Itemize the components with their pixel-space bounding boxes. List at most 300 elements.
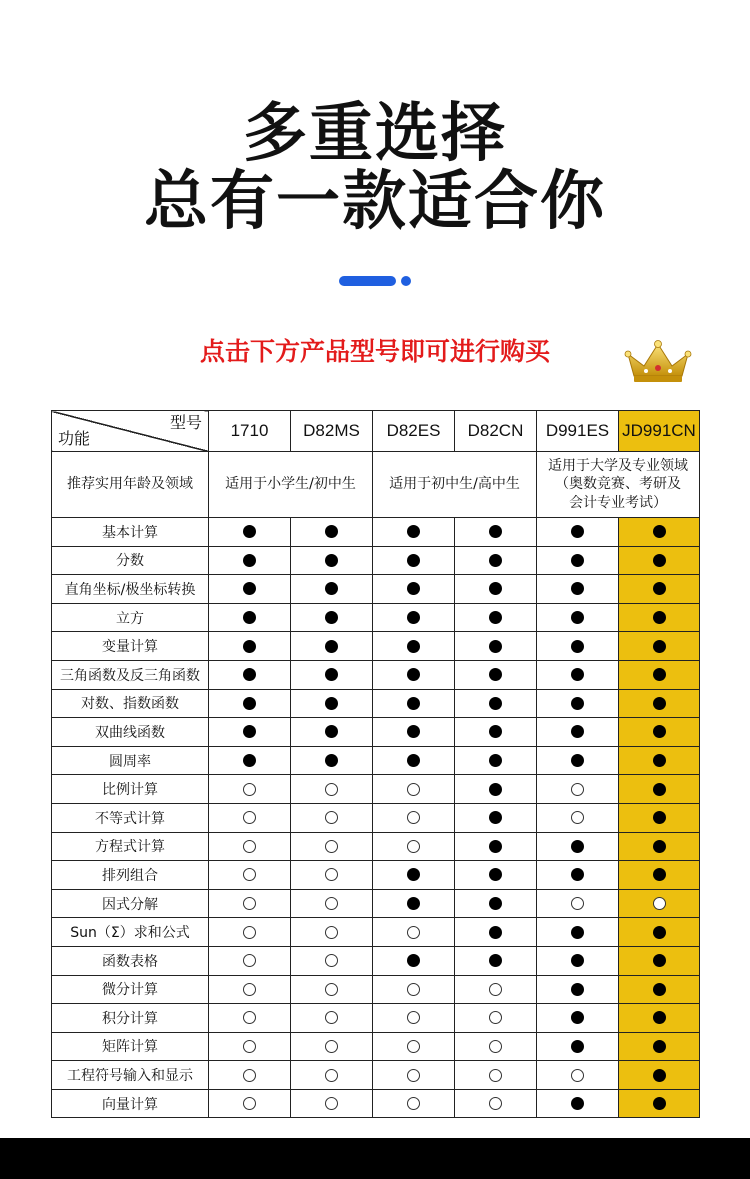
support-cell	[455, 1004, 537, 1033]
support-cell	[619, 946, 700, 975]
support-cell	[209, 718, 291, 747]
unsupported-mark	[571, 783, 584, 796]
support-cell	[619, 660, 700, 689]
supported-mark	[653, 668, 666, 681]
unsupported-mark	[407, 1069, 420, 1082]
supported-mark	[571, 983, 584, 996]
supported-mark	[489, 754, 502, 767]
feature-name: 向量计算	[52, 1089, 209, 1118]
feature-name: 矩阵计算	[52, 1032, 209, 1061]
feature-row	[52, 1004, 700, 1033]
age-group-secondary: 适用于初中生/高中生	[373, 452, 537, 518]
supported-mark	[243, 754, 256, 767]
model-d82es[interactable]: D82ES	[373, 411, 455, 452]
support-cell	[537, 575, 619, 604]
unsupported-mark	[489, 1069, 502, 1082]
unsupported-mark	[243, 840, 256, 853]
supported-mark	[653, 783, 666, 796]
supported-mark	[407, 897, 420, 910]
feature-row	[52, 1089, 700, 1118]
support-cell	[209, 803, 291, 832]
feature-row	[52, 1032, 700, 1061]
supported-mark	[243, 611, 256, 624]
supported-mark	[325, 725, 338, 738]
supported-mark	[489, 525, 502, 538]
support-cell	[537, 975, 619, 1004]
support-cell	[373, 689, 455, 718]
support-cell	[373, 1089, 455, 1118]
support-cell	[619, 575, 700, 604]
unsupported-mark	[325, 840, 338, 853]
supported-mark	[489, 611, 502, 624]
support-cell	[537, 861, 619, 890]
support-cell	[619, 918, 700, 947]
supported-mark	[243, 554, 256, 567]
support-cell	[455, 889, 537, 918]
supported-mark	[407, 554, 420, 567]
support-cell	[373, 1032, 455, 1061]
support-cell	[455, 603, 537, 632]
support-cell	[291, 746, 373, 775]
supported-mark	[407, 668, 420, 681]
support-cell	[291, 1004, 373, 1033]
support-cell	[209, 518, 291, 547]
supported-mark	[407, 954, 420, 967]
supported-mark	[571, 640, 584, 653]
supported-mark	[571, 582, 584, 595]
age-row	[52, 452, 700, 518]
support-cell	[619, 718, 700, 747]
feature-row	[52, 718, 700, 747]
unsupported-mark	[407, 926, 420, 939]
support-cell	[291, 775, 373, 804]
support-cell	[619, 518, 700, 547]
supported-mark	[653, 983, 666, 996]
supported-mark	[653, 811, 666, 824]
supported-mark	[653, 840, 666, 853]
support-cell	[537, 603, 619, 632]
supported-mark	[653, 926, 666, 939]
support-cell	[373, 546, 455, 575]
support-cell	[537, 1061, 619, 1090]
support-cell	[537, 1004, 619, 1033]
support-cell	[455, 803, 537, 832]
support-cell	[209, 632, 291, 661]
supported-mark	[571, 668, 584, 681]
supported-mark	[571, 1011, 584, 1024]
unsupported-mark	[325, 1011, 338, 1024]
supported-mark	[489, 926, 502, 939]
support-cell	[455, 775, 537, 804]
support-cell	[209, 1089, 291, 1118]
feature-name: 基本计算	[52, 518, 209, 547]
support-cell	[209, 1061, 291, 1090]
age-group-university	[537, 452, 700, 518]
support-cell	[455, 861, 537, 890]
unsupported-mark	[325, 954, 338, 967]
feature-row	[52, 603, 700, 632]
unsupported-mark	[325, 983, 338, 996]
supported-mark	[489, 811, 502, 824]
support-cell	[209, 775, 291, 804]
support-cell	[455, 689, 537, 718]
feature-row	[52, 575, 700, 604]
support-cell	[373, 832, 455, 861]
unsupported-mark	[325, 868, 338, 881]
support-cell	[291, 1089, 373, 1118]
supported-mark	[653, 640, 666, 653]
support-cell	[209, 918, 291, 947]
support-cell	[373, 518, 455, 547]
support-cell	[537, 775, 619, 804]
support-cell	[619, 546, 700, 575]
support-cell	[291, 889, 373, 918]
unsupported-mark	[243, 897, 256, 910]
divider-dot	[401, 276, 411, 286]
feature-name: 立方	[52, 603, 209, 632]
supported-mark	[571, 697, 584, 710]
feature-row	[52, 518, 700, 547]
unsupported-mark	[407, 840, 420, 853]
supported-mark	[653, 725, 666, 738]
support-cell	[373, 946, 455, 975]
unsupported-mark	[243, 783, 256, 796]
model-1710[interactable]: 1710	[209, 411, 291, 452]
support-cell	[373, 603, 455, 632]
unsupported-mark	[243, 926, 256, 939]
support-cell	[455, 632, 537, 661]
support-cell	[619, 603, 700, 632]
support-cell	[619, 861, 700, 890]
unsupported-mark	[243, 868, 256, 881]
support-cell	[537, 803, 619, 832]
supported-mark	[325, 697, 338, 710]
feature-row	[52, 546, 700, 575]
support-cell	[291, 546, 373, 575]
support-cell	[455, 918, 537, 947]
feature-row	[52, 632, 700, 661]
support-cell	[291, 718, 373, 747]
supported-mark	[653, 1069, 666, 1082]
unsupported-mark	[571, 811, 584, 824]
supported-mark	[571, 840, 584, 853]
feature-corner-label: 功能	[58, 431, 91, 448]
supported-mark	[325, 611, 338, 624]
supported-mark	[571, 1040, 584, 1053]
support-cell	[209, 603, 291, 632]
unsupported-mark	[571, 897, 584, 910]
crown-icon	[622, 338, 694, 386]
supported-mark	[571, 611, 584, 624]
supported-mark	[407, 697, 420, 710]
unsupported-mark	[653, 897, 666, 910]
unsupported-mark	[489, 1097, 502, 1110]
support-cell	[373, 803, 455, 832]
support-cell	[291, 603, 373, 632]
support-cell	[373, 746, 455, 775]
comparison-table	[51, 410, 700, 1118]
supported-mark	[653, 868, 666, 881]
support-cell	[619, 832, 700, 861]
unsupported-mark	[325, 783, 338, 796]
feature-name: 积分计算	[52, 1004, 209, 1033]
corner-header-cell	[52, 411, 209, 452]
support-cell	[209, 746, 291, 775]
unsupported-mark	[243, 1097, 256, 1110]
support-cell	[455, 1061, 537, 1090]
supported-mark	[489, 868, 502, 881]
unsupported-mark	[325, 926, 338, 939]
unsupported-mark	[407, 1097, 420, 1110]
support-cell	[291, 660, 373, 689]
support-cell	[537, 689, 619, 718]
feature-name: 不等式计算	[52, 803, 209, 832]
supported-mark	[407, 754, 420, 767]
feature-row	[52, 975, 700, 1004]
support-cell	[373, 575, 455, 604]
feature-name: 直角坐标/极坐标转换	[52, 575, 209, 604]
unsupported-mark	[407, 1011, 420, 1024]
supported-mark	[653, 1040, 666, 1053]
feature-name: 分数	[52, 546, 209, 575]
unsupported-mark	[243, 811, 256, 824]
support-cell	[291, 975, 373, 1004]
unsupported-mark	[407, 1040, 420, 1053]
support-cell	[537, 546, 619, 575]
support-cell	[291, 861, 373, 890]
age-group-university-line-2: （奥数竞赛、考研及	[555, 476, 681, 493]
support-cell	[209, 660, 291, 689]
support-cell	[455, 946, 537, 975]
unsupported-mark	[489, 983, 502, 996]
support-cell	[291, 946, 373, 975]
support-cell	[619, 746, 700, 775]
support-cell	[373, 660, 455, 689]
supported-mark	[489, 897, 502, 910]
support-cell	[291, 575, 373, 604]
supported-mark	[243, 640, 256, 653]
unsupported-mark	[407, 783, 420, 796]
support-cell	[455, 832, 537, 861]
supported-mark	[407, 868, 420, 881]
supported-mark	[571, 926, 584, 939]
supported-mark	[243, 697, 256, 710]
feature-name: 双曲线函数	[52, 718, 209, 747]
support-cell	[373, 632, 455, 661]
supported-mark	[571, 954, 584, 967]
support-cell	[619, 803, 700, 832]
supported-mark	[489, 783, 502, 796]
age-group-primary: 适用于小学生/初中生	[209, 452, 373, 518]
support-cell	[373, 1004, 455, 1033]
support-cell	[537, 1089, 619, 1118]
support-cell	[537, 746, 619, 775]
supported-mark	[489, 954, 502, 967]
support-cell	[291, 918, 373, 947]
support-cell	[619, 775, 700, 804]
support-cell	[291, 803, 373, 832]
supported-mark	[489, 554, 502, 567]
support-cell	[291, 832, 373, 861]
supported-mark	[325, 754, 338, 767]
support-cell	[373, 889, 455, 918]
feature-name: 比例计算	[52, 775, 209, 804]
headline-line-2: 总有一款适合你	[144, 165, 606, 239]
age-group-university-line-3: 会计专业考试）	[569, 494, 667, 511]
support-cell	[209, 975, 291, 1004]
supported-mark	[653, 954, 666, 967]
support-cell	[373, 1061, 455, 1090]
support-cell	[619, 632, 700, 661]
feature-name: Sun（Σ）求和公式	[52, 918, 209, 947]
support-cell	[455, 718, 537, 747]
support-cell	[619, 889, 700, 918]
support-cell	[209, 889, 291, 918]
divider-bar	[339, 276, 396, 286]
support-cell	[537, 660, 619, 689]
model-d82cn[interactable]: D82CN	[455, 411, 537, 452]
feature-row	[52, 803, 700, 832]
feature-row	[52, 832, 700, 861]
supported-mark	[407, 525, 420, 538]
supported-mark	[325, 525, 338, 538]
support-cell	[291, 518, 373, 547]
support-cell	[455, 660, 537, 689]
supported-mark	[325, 582, 338, 595]
support-cell	[619, 1089, 700, 1118]
feature-row	[52, 775, 700, 804]
supported-mark	[653, 554, 666, 567]
model-jd991cn[interactable]: JD991CN	[619, 411, 700, 452]
supported-mark	[407, 640, 420, 653]
support-cell	[209, 575, 291, 604]
support-cell	[619, 1061, 700, 1090]
feature-row	[52, 861, 700, 890]
support-cell	[291, 632, 373, 661]
support-cell	[455, 575, 537, 604]
support-cell	[537, 718, 619, 747]
supported-mark	[653, 1011, 666, 1024]
feature-row	[52, 918, 700, 947]
supported-mark	[407, 611, 420, 624]
headline-line-1: 多重选择	[243, 97, 507, 171]
feature-name: 微分计算	[52, 975, 209, 1004]
support-cell	[619, 1004, 700, 1033]
support-cell	[373, 718, 455, 747]
support-cell	[455, 518, 537, 547]
supported-mark	[243, 525, 256, 538]
feature-name: 因式分解	[52, 889, 209, 918]
support-cell	[209, 546, 291, 575]
support-cell	[537, 1032, 619, 1061]
support-cell	[455, 746, 537, 775]
purchase-hint: 点击下方产品型号即可进行购买	[199, 337, 550, 366]
unsupported-mark	[407, 983, 420, 996]
supported-mark	[407, 725, 420, 738]
feature-row	[52, 746, 700, 775]
unsupported-mark	[243, 1011, 256, 1024]
model-corner-label: 型号	[169, 415, 202, 432]
model-header-row	[52, 411, 700, 452]
support-cell	[291, 1032, 373, 1061]
unsupported-mark	[325, 897, 338, 910]
support-cell	[537, 946, 619, 975]
support-cell	[373, 775, 455, 804]
unsupported-mark	[325, 811, 338, 824]
support-cell	[209, 689, 291, 718]
support-cell	[291, 689, 373, 718]
unsupported-mark	[407, 811, 420, 824]
support-cell	[373, 975, 455, 1004]
supported-mark	[243, 725, 256, 738]
supported-mark	[489, 840, 502, 853]
supported-mark	[571, 868, 584, 881]
age-group-university-line-1: 适用于大学及专业领域	[548, 458, 688, 475]
support-cell	[537, 518, 619, 547]
feature-row	[52, 660, 700, 689]
supported-mark	[489, 582, 502, 595]
model-d991es[interactable]: D991ES	[537, 411, 619, 452]
footer-bar	[0, 1138, 750, 1179]
unsupported-mark	[243, 954, 256, 967]
support-cell	[619, 689, 700, 718]
supported-mark	[571, 1097, 584, 1110]
feature-name: 排列组合	[52, 861, 209, 890]
supported-mark	[243, 668, 256, 681]
feature-name: 圆周率	[52, 746, 209, 775]
feature-name: 三角函数及反三角函数	[52, 660, 209, 689]
support-cell	[455, 546, 537, 575]
feature-row	[52, 889, 700, 918]
support-cell	[209, 946, 291, 975]
model-d82ms[interactable]: D82MS	[291, 411, 373, 452]
supported-mark	[571, 554, 584, 567]
feature-row	[52, 1061, 700, 1090]
supported-mark	[407, 582, 420, 595]
feature-row	[52, 689, 700, 718]
feature-name: 对数、指数函数	[52, 689, 209, 718]
supported-mark	[571, 754, 584, 767]
unsupported-mark	[243, 983, 256, 996]
support-cell	[373, 861, 455, 890]
supported-mark	[653, 525, 666, 538]
feature-name: 变量计算	[52, 632, 209, 661]
unsupported-mark	[325, 1069, 338, 1082]
supported-mark	[571, 725, 584, 738]
supported-mark	[653, 1097, 666, 1110]
support-cell	[373, 918, 455, 947]
supported-mark	[325, 668, 338, 681]
unsupported-mark	[325, 1040, 338, 1053]
support-cell	[619, 975, 700, 1004]
supported-mark	[489, 697, 502, 710]
support-cell	[291, 1061, 373, 1090]
age-row-label: 推荐实用年龄及领域	[52, 452, 209, 518]
support-cell	[537, 632, 619, 661]
support-cell	[537, 832, 619, 861]
supported-mark	[489, 668, 502, 681]
unsupported-mark	[489, 1011, 502, 1024]
feature-name: 函数表格	[52, 946, 209, 975]
support-cell	[537, 889, 619, 918]
supported-mark	[571, 525, 584, 538]
supported-mark	[653, 697, 666, 710]
support-cell	[209, 861, 291, 890]
supported-mark	[325, 554, 338, 567]
supported-mark	[653, 611, 666, 624]
unsupported-mark	[243, 1040, 256, 1053]
supported-mark	[325, 640, 338, 653]
